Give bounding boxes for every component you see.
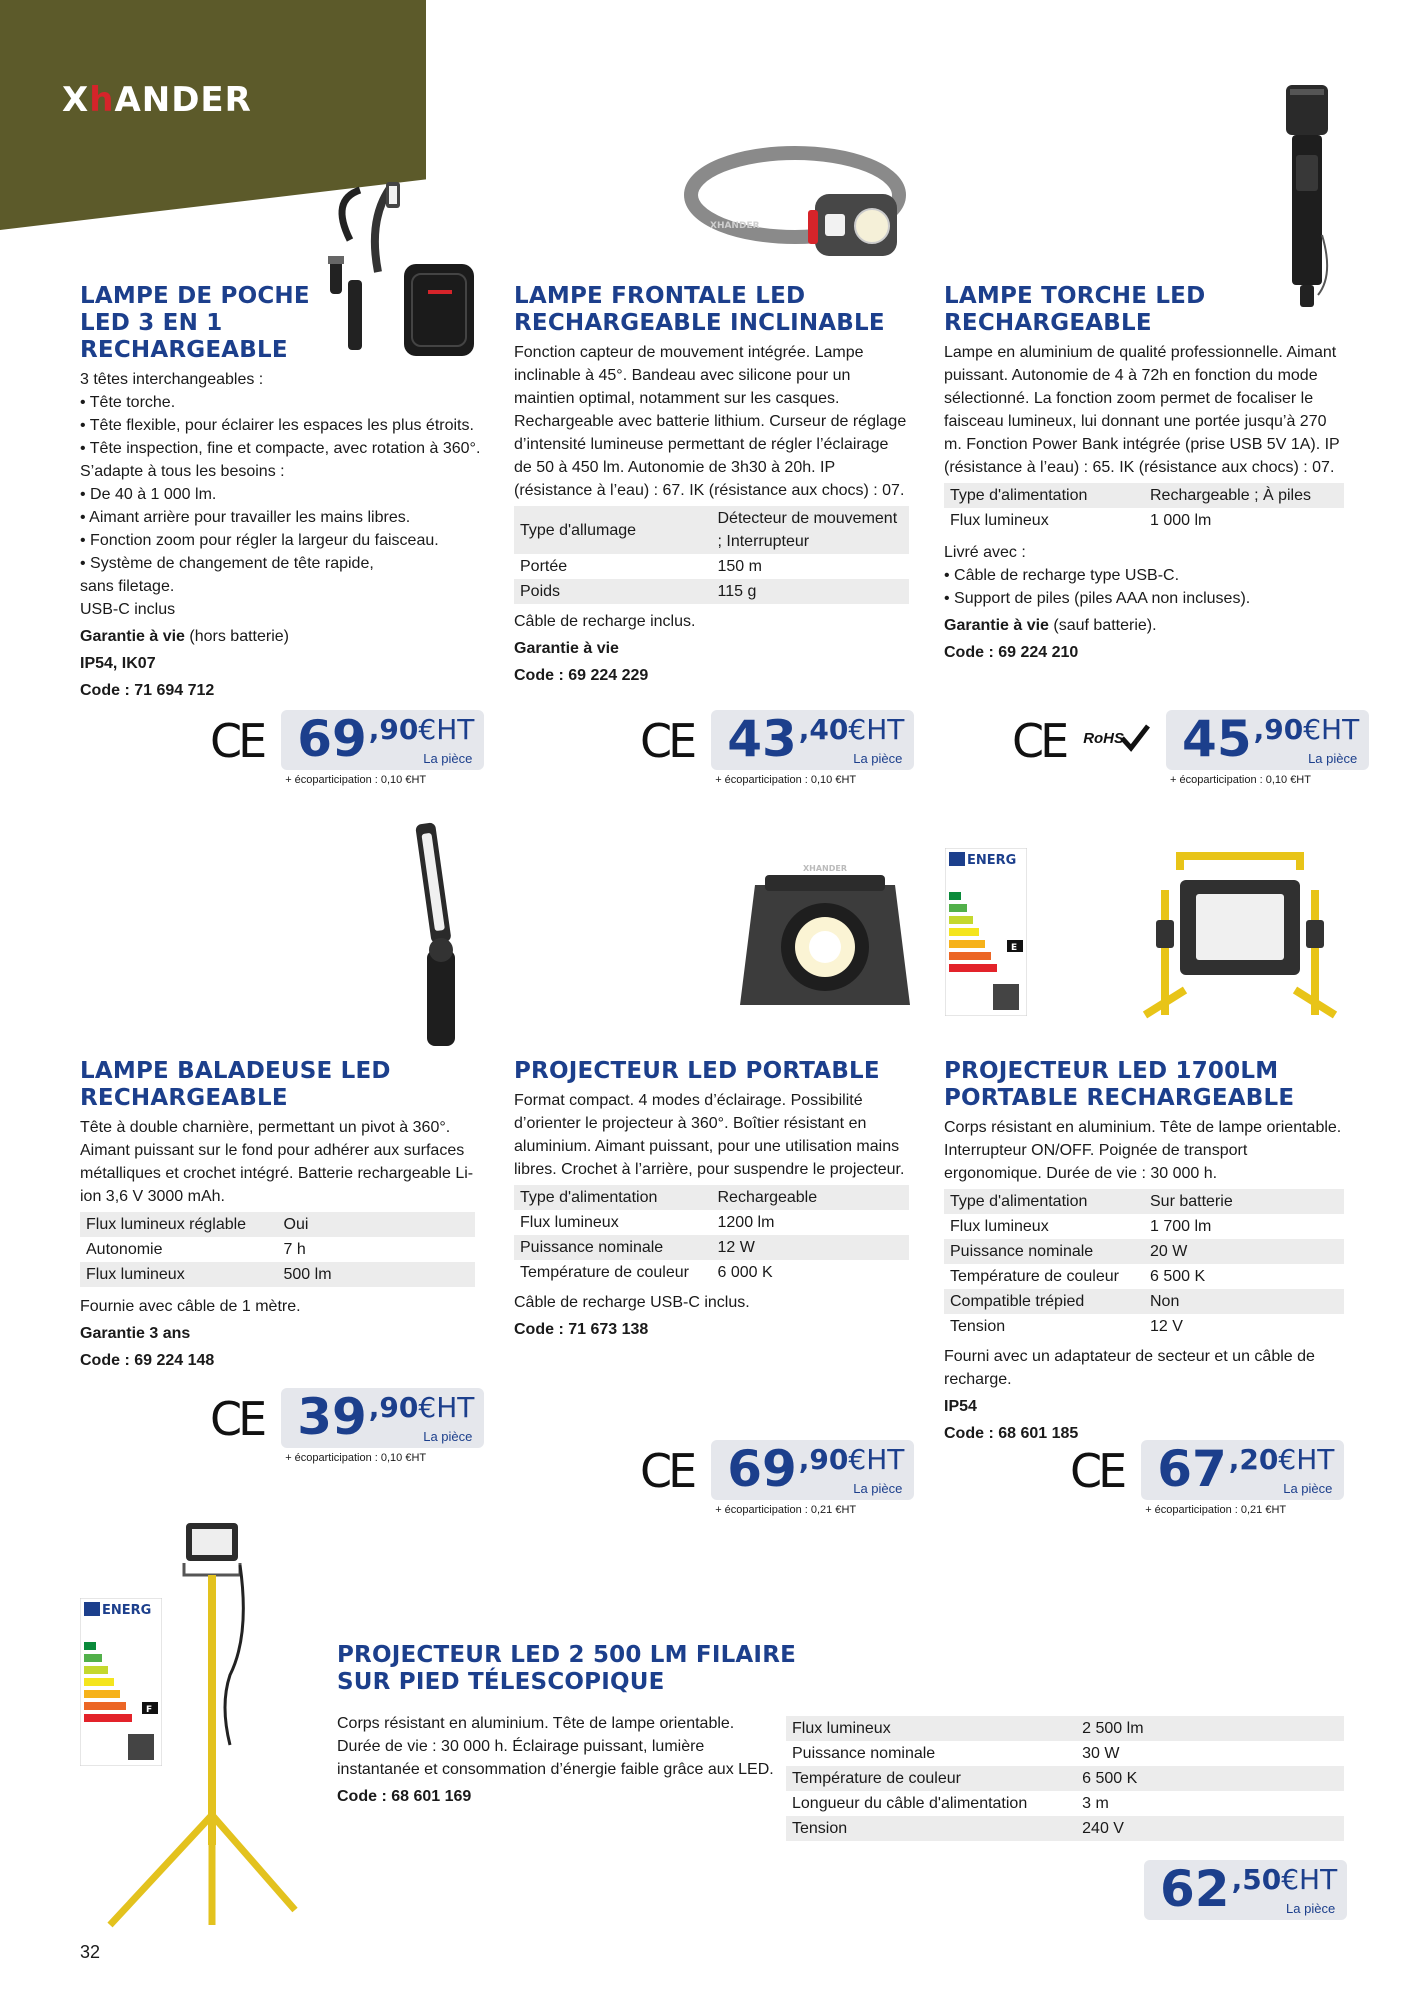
product-line: • Aimant arrière pour travailler les mains libres. (80, 506, 500, 529)
price-tag (1166, 710, 1369, 770)
price-decimal: ,90 (368, 713, 419, 746)
price-integer: 39 (297, 1388, 367, 1446)
page-number: 32 (80, 1942, 101, 1962)
product-line: S’adapte à tous les besoins : (80, 463, 285, 480)
guarantee-note: (hors batterie) (184, 628, 289, 645)
price-unit: La pièce (1283, 1481, 1333, 1496)
delivered-item: • Câble de recharge type USB-C. (944, 564, 1344, 587)
price-integer: 43 (727, 710, 797, 768)
eco-participation: + écoparticipation : 0,10 €HT (285, 774, 427, 786)
product-title: LAMPE FRONTALE LED RECHARGEABLE INCLINABLE (514, 283, 885, 336)
ce-mark-icon: CE (640, 714, 694, 768)
product-title: PROJECTEUR LED PORTABLE (514, 1058, 880, 1084)
product-note: Câble de recharge USB-C inclus. (514, 1294, 750, 1311)
product-description: Format compact. 4 modes d’éclairage. Possibilité d’orienter le projecteur à 360°. Boîtier résistant en aluminium. Aimant puissant, pour une utilisation mains libres. Crochet à l’arrière, pour suspendre le projecteur. (514, 1092, 905, 1178)
price-unit: La pièce (423, 751, 473, 766)
spec-row: Puissance nominale 20 W (944, 1239, 1344, 1264)
protection-rating: IP54, IK07 (80, 655, 156, 672)
ce-mark-icon: CE (640, 1444, 694, 1498)
price-unit: La pièce (1308, 751, 1358, 766)
guarantee: Garantie à vie (514, 640, 619, 657)
product-description: Tête à double charnière, permettant un pivot à 360°. Aimant puissant sur le fond pour adhérer aux surfaces métalliques et crochet intégré. Batterie rechargeable Li-ion 3,6 V 3000 mAh. (80, 1119, 474, 1205)
spec-table (514, 506, 909, 604)
spec-table (944, 1189, 1344, 1339)
price-unit: La pièce (1286, 1901, 1336, 1916)
svg-text:ENERG: ENERG (102, 1603, 152, 1618)
product-title: PROJECTEUR LED 2 500 LM FILAIRE SUR PIED TÉLESCOPIQUE (337, 1642, 797, 1695)
price-integer: 62 (1160, 1860, 1230, 1918)
eco-participation: + écoparticipation : 0,21 €HT (1145, 1504, 1287, 1516)
price-currency: €HT (848, 1443, 905, 1476)
price-integer: 69 (297, 710, 367, 768)
portable-projector-image (735, 855, 915, 1030)
product-tripod-projector (337, 1642, 797, 1808)
protection-rating: IP54 (944, 1398, 977, 1415)
product-rechargeable-projector (944, 1058, 1344, 1445)
eco-participation: + écoparticipation : 0,10 €HT (715, 774, 857, 786)
spec-row: Poids 115 g (514, 579, 909, 604)
price-unit: La pièce (423, 1429, 473, 1444)
tripod-projector-image (100, 1515, 300, 1935)
product-title: LAMPE DE POCHE LED 3 EN 1 RECHARGEABLE (80, 283, 310, 363)
product-line: • Tête flexible, pour éclairer les espaces les plus étroits. (80, 414, 500, 437)
spec-row: Portée 150 m (520, 558, 762, 575)
product-title: LAMPE TORCHE LED RECHARGEABLE (944, 283, 1206, 336)
flashlight-image (1278, 85, 1338, 310)
price-tag (281, 1388, 484, 1448)
spec-panel (786, 1712, 1344, 1847)
spec-row: Flux lumineux 1200 lm (520, 1214, 775, 1231)
product-pocket-lamp (80, 283, 500, 702)
product-code: Code : 69 224 148 (80, 1352, 215, 1369)
price-block (210, 710, 484, 786)
spec-row: Compatible trépied Non (944, 1289, 1344, 1314)
price-currency: €HT (418, 713, 475, 746)
guarantee: Garantie à vie (944, 617, 1049, 634)
rohs-icon: RoHS (1083, 724, 1150, 752)
spec-row: Puissance nominale 30 W (792, 1745, 1120, 1762)
product-code: Code : 69 224 229 (514, 667, 649, 684)
spec-table (944, 483, 1344, 533)
spec-row: Type d'alimentation Rechargeable ; À piles (944, 483, 1344, 508)
price-decimal: ,90 (368, 1391, 419, 1424)
spec-row: Flux lumineux 1 000 lm (950, 512, 1212, 529)
product-title: PROJECTEUR LED 1700LM PORTABLE RECHARGEABLE (944, 1058, 1295, 1111)
price-currency: €HT (1303, 713, 1360, 746)
spec-row: Flux lumineux réglable Oui (80, 1212, 475, 1237)
ce-mark-icon: CE (1012, 714, 1066, 768)
product-flashlight (944, 283, 1344, 664)
spec-row: Type d'allumage Détecteur de mouvement ; Interrupteur (514, 506, 909, 554)
price-block (1070, 1440, 1344, 1516)
product-title: LAMPE BALADEUSE LED RECHARGEABLE (80, 1058, 391, 1111)
price-tag (711, 1440, 914, 1500)
price-unit: La pièce (853, 751, 903, 766)
price-currency: €HT (1281, 1863, 1338, 1896)
ce-mark-icon: CE (210, 1392, 264, 1446)
brand-logo: XhANDER (62, 80, 252, 120)
delivered-item: • Support de piles (piles AAA non incluses). (944, 587, 1344, 610)
ce-mark-icon: CE (1070, 1444, 1124, 1498)
product-note: Fournie avec câble de 1 mètre. (80, 1298, 301, 1315)
product-description: Fonction capteur de mouvement intégrée. Lampe inclinable à 45°. Bandeau avec silicone pour un maintien optimal, notamment sur les casques. Rechargeable avec batterie lithium. Curseur de réglage d’intensité lumineuse permettant de régler l’éclairage de 50 à 450 lm. Autonomie de 3h30 à 20h. IP (résistance à l’eau) : 67. IK (résistance aux chocs) : 07. (514, 344, 907, 499)
spec-row: Type d'alimentation Rechargeable (514, 1185, 909, 1210)
product-note: Câble de recharge inclus. (514, 613, 696, 630)
price-decimal: ,20 (1228, 1443, 1279, 1476)
rechargeable-projector-image (1140, 850, 1340, 1025)
headlamp-image (680, 140, 920, 270)
inspection-lamp-image (405, 820, 475, 1050)
spec-row: Température de couleur 6 000 K (520, 1264, 773, 1281)
product-line: • De 40 à 1 000 lm. (80, 483, 500, 506)
spec-row: Tension 12 V (950, 1318, 1183, 1335)
energy-label-icon (945, 848, 1027, 1016)
product-code: Code : 71 694 712 (80, 682, 215, 699)
price-decimal: ,90 (798, 1443, 849, 1476)
price-integer: 69 (727, 1440, 797, 1498)
projector-brand: XHANDER (803, 864, 848, 873)
product-code: Code : 68 601 169 (337, 1788, 472, 1805)
product-code: Code : 68 601 185 (944, 1425, 1079, 1442)
spec-row: Flux lumineux 500 lm (80, 1262, 475, 1287)
eco-participation: + écoparticipation : 0,10 €HT (285, 1452, 427, 1464)
spec-table (786, 1716, 1344, 1841)
price-decimal: ,40 (798, 713, 849, 746)
svg-text:F: F (146, 1705, 153, 1715)
eco-participation: + écoparticipation : 0,21 €HT (715, 1504, 857, 1516)
product-code: Code : 69 224 210 (944, 644, 1079, 661)
price-block (210, 1388, 484, 1464)
spec-row: Autonomie 7 h (86, 1241, 306, 1258)
price-block (640, 710, 914, 786)
eco-participation: + écoparticipation : 0,10 €HT (1170, 774, 1311, 786)
price-currency: €HT (848, 713, 905, 746)
price-block (640, 1440, 914, 1516)
price-block (1144, 1860, 1347, 1920)
product-description: Corps résistant en aluminium. Tête de lampe orientable. Durée de vie : 30 000 h. Éclairage puissant, lumière instantanée et consommation d’énergie faible grâce aux LED. (337, 1715, 774, 1778)
price-decimal: ,50 (1231, 1863, 1282, 1896)
spec-row: Flux lumineux 1 700 lm (950, 1218, 1212, 1235)
guarantee-note: (sauf batterie). (1048, 617, 1157, 634)
product-line: • Système de changement de tête rapide, sans filetage. (80, 552, 500, 598)
guarantee: Garantie à vie (80, 628, 185, 645)
product-line: USB-C inclus (80, 601, 176, 618)
spec-row: Type d'alimentation Sur batterie (944, 1189, 1344, 1214)
product-line: • Fonction zoom pour régler la largeur du faisceau. (80, 529, 500, 552)
price-tag (1144, 1860, 1347, 1920)
svg-text:ENERG: ENERG (967, 853, 1017, 868)
price-tag (1141, 1440, 1344, 1500)
product-line: 3 têtes interchangeables : (80, 371, 264, 388)
price-block (1012, 710, 1369, 786)
product-note: Fourni avec un adaptateur de secteur et un câble de recharge. (944, 1348, 1315, 1388)
price-currency: €HT (418, 1391, 475, 1424)
guarantee: Garantie 3 ans (80, 1325, 191, 1342)
spec-row: Température de couleur 6 500 K (950, 1268, 1206, 1285)
product-description: Lampe en aluminium de qualité professionnelle. Aimant puissant. Autonomie de 4 à 72h en fonction du mode sélectionné. La fonction zoom permet de focaliser le faisceau lumineux, lui donnant une portée jusqu’à 270 m. Fonction Power Bank intégrée (prise USB 5V 1A). IP (résistance à l’eau) : 65. IK (résistance aux chocs) : 07. (944, 344, 1340, 476)
spec-row: Flux lumineux 2 500 lm (786, 1716, 1344, 1741)
product-line: • Tête inspection, fine et compacte, avec rotation à 360°. (80, 437, 500, 460)
ce-mark-icon: CE (210, 714, 264, 768)
price-integer: 67 (1157, 1440, 1227, 1498)
product-inspection-lamp (80, 1058, 475, 1372)
price-decimal: ,90 (1253, 713, 1304, 746)
spec-table (514, 1185, 909, 1285)
price-currency: €HT (1278, 1443, 1335, 1476)
spec-table (80, 1212, 475, 1287)
price-tag (711, 710, 914, 770)
price-tag (281, 710, 484, 770)
product-code: Code : 71 673 138 (514, 1321, 649, 1338)
spec-row: Tension 240 V (786, 1816, 1344, 1841)
price-unit: La pièce (853, 1481, 903, 1496)
product-headlamp (514, 283, 909, 687)
delivered-title: Livré avec : (944, 544, 1026, 561)
product-line: • Tête torche. (80, 391, 500, 414)
product-description: Corps résistant en aluminium. Tête de lampe orientable. Interrupteur ON/OFF. Poignée de transport ergonomique. Durée de vie : 30 000 h. (944, 1119, 1342, 1182)
product-portable-projector (514, 1058, 909, 1341)
svg-text:E: E (1011, 943, 1018, 953)
spec-row: Puissance nominale 12 W (514, 1235, 909, 1260)
price-integer: 45 (1182, 710, 1252, 768)
headlamp-brand: XHANDER (710, 221, 760, 231)
spec-row: Température de couleur 6 500 K (786, 1766, 1344, 1791)
spec-row: Longueur du câble d'alimentation 3 m (792, 1795, 1109, 1812)
